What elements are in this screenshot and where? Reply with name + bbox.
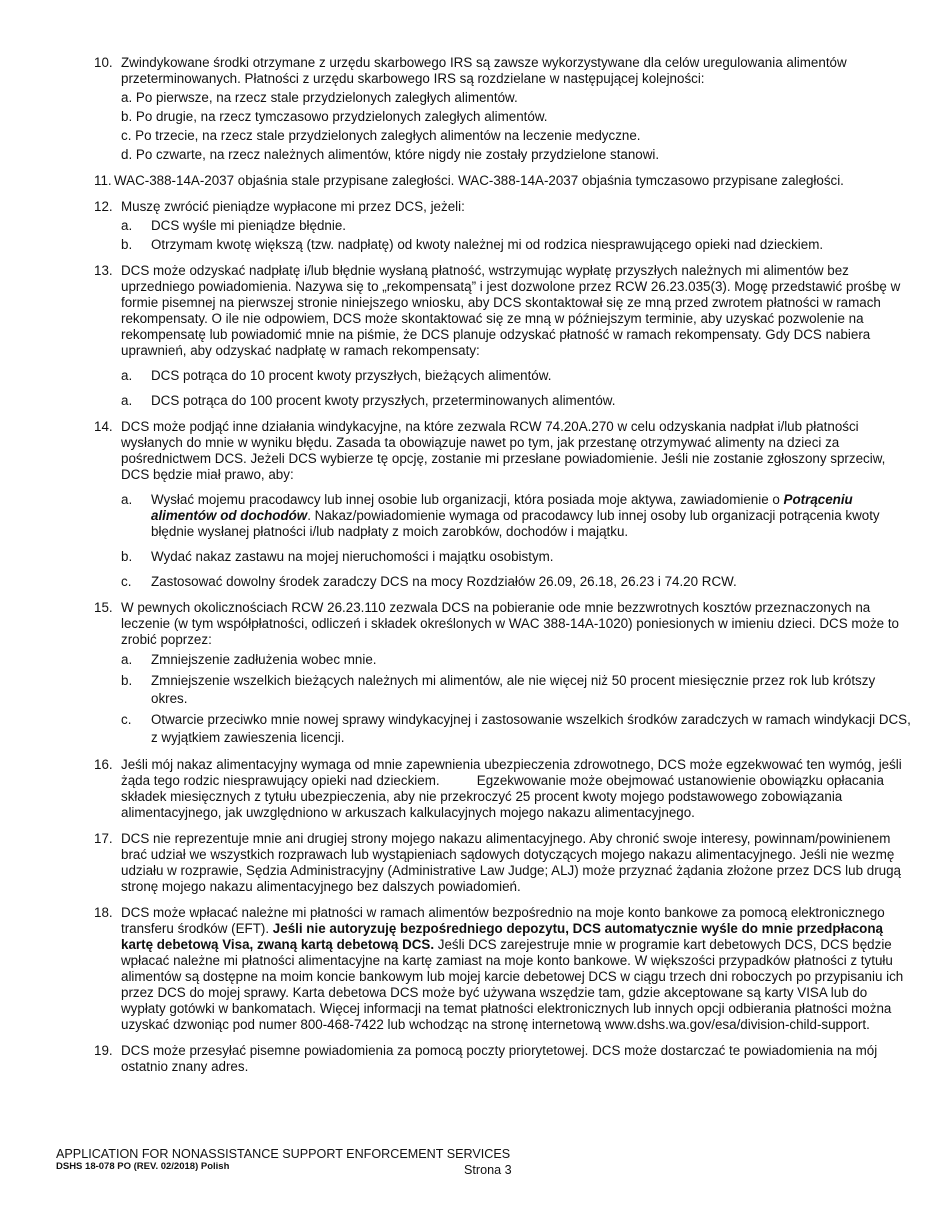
item-number: 18. [94, 905, 113, 920]
item-text: DCS może odzyskać nadpłatę i/lub błędnie wysłaną płatność, wstrzymując wypłatę przyszłych należnych mi alimentów bez uprzedniego powiadomienia. Nazywa się to „rekompensatą” i jest dozwolone przez RCW 26.23.035(3). Mogę przedstawić prośbę w formie pisemnej na pierwszej stronie niniejszego wniosku, aby DCS skontaktował się ze mną przed zwrotem płatności w ramach rekompensaty. O ile nie odpowiem, DCS może skontaktować się ze mną w późniejszym terminie, aby uzyskać pozwolenie na rekompensatę lub powiadomić mnie na piśmie, że DCS planuje odzyskać płatność w ramach rekompensaty. Gdy DCS nabiera uprawnień, aby odzyskać nadpłatę w ramach rekompensaty: [121, 263, 901, 358]
item-number: 19. [94, 1043, 113, 1058]
item-text: Muszę zwrócić pieniądze wypłacone mi przez DCS, jeżeli: [121, 199, 465, 214]
item-number: 10. [94, 55, 113, 70]
sub-item: a. Zmniejszenie zadłużenia wobec mnie. [121, 652, 377, 667]
sub-item: c. Otwarcie przeciwko mnie nowej sprawy windykacyjnej i zastosowanie wszelkich środków zaradczych w ramach windykacji DCS, z wyjątkiem zawieszenia licencji. [121, 712, 911, 745]
list-item-19 [94, 1043, 914, 1075]
item-text: Zwindykowane środki otrzymane z urzędu skarbowego IRS są zawsze wykorzystywane dla celów uregulowania alimentów przeterminowanych. Płatności z urzędu skarbowego IRS są rozdzielane w następującej kolejności: [121, 55, 847, 86]
item-text: DCS może podjąć inne działania windykacyjne, na które zezwala RCW 74.20A.270 w celu odzyskania nadpłat i/lub płatności wysłanych do mnie w wyniku błędu. Zasada ta obowiązuje nawet po tym, jak przestanę otrzymywać alimenty na dzieci za pośrednictwem DCS. Jeżeli DCS wybierze tę opcję, zostanie mi przesłane powiadomienie. Jeśli nie zostanie zgłoszony sprzeciw, DCS będzie miał prawo, aby: [121, 419, 886, 482]
item-text: W pewnych okolicznościach RCW 26.23.110 zezwala DCS na pobieranie ode mnie bezzwrotnych kosztów przeznaczonych na leczenie (w tym współpłatności, odliczeń i składek określonych w WAC 388-14A-1020) poniesionych w imieniu dzieci. DCS może to zrobić poprzez: [121, 600, 899, 647]
sub-item: a. DCS potrąca do 10 procent kwoty przyszłych, bieżących alimentów. [121, 368, 552, 383]
item-text: DCS może wpłacać należne mi płatności w ramach alimentów bezpośrednio na moje konto bankowe za pomocą elektronicznego transferu środków (EFT). Jeśli nie autoryzuję bezpośredniego depozytu, DCS automatycznie wyśle do mnie przedpłaconą kartę debetową Visa, zwaną kartą debetową DCS. Jeśli DCS zarejestruje mnie w programie kart debetowych DCS, DCS będzie wpłacać należne mi płatności alimentacyjne na kartę zamiast na moje konto bankowe. W większości przypadków płatności z tytułu alimentów są dostępne na moim koncie bankowym lub mojej karcie debetowej DCS w ciągu trzech dni roboczych po przypisaniu ich przez DCS do mojej sprawy. Karta debetowa DCS może być używana wszędzie tam, gdzie akceptowane są karty VISA lub do wypłaty gotówki w bankomatach. Więcej informacji na temat płatności elektronicznych lub innych opcji odbierania płatności można uzyskać dzwoniąc pod numer 800-468-7422 lub wchodząc na stronę internetową www.dshs.wa.gov/esa/division-child-support. [121, 905, 904, 1032]
page-footer [56, 1147, 576, 1177]
item-number: 16. [94, 757, 113, 772]
item-number: 17. [94, 831, 113, 846]
form-id: DSHS 18-078 PO (REV. 02/2018) Polish [56, 1161, 230, 1172]
sub-item: a. DCS wyśle mi pieniądze błędnie. [121, 218, 347, 233]
list-item-12 [94, 199, 914, 253]
item-number: 14. [94, 419, 113, 434]
sub-item: b. Wydać nakaz zastawu na mojej nieruchomości i majątku osobistym. [121, 549, 554, 564]
list-item-14 [94, 419, 914, 590]
emphasis-text: Potrąceniu alimentów od dochodów [151, 492, 853, 523]
sub-item: b. Po drugie, na rzecz tymczasowo przydzielonych zaległych alimentów. [121, 109, 548, 124]
item-text: Jeśli mój nakaz alimentacyjny wymaga od mnie zapewnienia ubezpieczenia zdrowotnego, DCS może egzekwować ten wymóg, jeśli żąda tego rodzic niesprawujący opieki nad dzieckiem. Egzekwowanie może obejmować ustanowienie obowiązku opłacania składek miesięcznych z tytułu ubezpieczenia, aby nie przekroczyć 25 procent kwoty mojego podstawowego zobowiązania alimentacyjnego, jak uwzględniono w arkuszach kalkulacyjnych mojego nakazu alimentacyjnego. [121, 757, 906, 820]
item-number: 12. [94, 199, 113, 214]
item-number: 11. [94, 173, 112, 188]
sub-item: b. Zmniejszenie wszelkich bieżących należnych mi alimentów, ale nie więcej niż 50 procent miesięcznie przez rok lub krótszy okres. [121, 673, 876, 706]
sub-item: d. Po czwarte, na rzecz należnych alimentów, które nigdy nie zostały przydzielone stanowi. [121, 147, 660, 162]
sub-item: a. Po pierwsze, na rzecz stale przydzielonych zaległych alimentów. [121, 90, 518, 105]
item-number: 13. [94, 263, 113, 278]
item-text: DCS nie reprezentuje mnie ani drugiej strony mojego nakazu alimentacyjnego. Aby chronić swoje interesy, powinnam/powinienem brać udział we wszystkich rozprawach lub wystąpieniach sądowych dotyczących mojego nakazu alimentacyjnego. Jeśli nie wezmę udziału w rozprawie, Sędzia Administracyjny (Administrative Law Judge; ALJ) może przyznać żądania złożone przez DCS lub drugą stronę mojego nakazu alimentacyjnego bez dalszych powiadomień. [121, 831, 901, 894]
item-text: DCS może przesyłać pisemne powiadomienia za pomocą poczty priorytetowej. DCS może dostarczać te powiadomienia na mój ostatnio znany adres. [121, 1043, 878, 1074]
list-item-10 [94, 55, 914, 163]
bold-text: Jeśli nie autoryzuję bezpośredniego depozytu, DCS automatycznie wyśle do mnie przedpłaconą kartę debetową Visa, zwaną kartą debetową DCS. [121, 921, 883, 952]
sub-item: a. Wysłać mojemu pracodawcy lub innej osobie lub organizacji, która posiada moje aktywa, zawiadomienie o Potrąceniu alimentów od dochodów. Nakaz/powiadomienie wymaga od pracodawcy lub innej osoby lub organizacji potrącenia kwoty błędnie wysłanej płatności i/lub nadpłaty z moich zarobków, dochodów i majątku. [121, 492, 880, 539]
page-number: Strona 3 [464, 1163, 512, 1177]
list-item-18 [94, 905, 914, 1033]
item-number: 15. [94, 600, 113, 615]
sub-item: b. Otrzymam kwotę większą (tzw. nadpłatę) od kwoty należnej mi od rodzica niesprawującego opieki nad dzieckiem. [121, 237, 824, 252]
sub-item: a. DCS potrąca do 100 procent kwoty przyszłych, przeterminowanych alimentów. [121, 393, 616, 408]
item-text: WAC-388-14A-2037 objaśnia stale przypisane zaległości. WAC-388-14A-2037 objaśnia tymczasowo przypisane zaległości. [114, 173, 844, 188]
list-item-16 [94, 757, 914, 821]
form-title: APPLICATION FOR NONASSISTANCE SUPPORT ENFORCEMENT SERVICES [56, 1147, 511, 1161]
sub-item: c. Zastosować dowolny środek zaradczy DCS na mocy Rozdziałów 26.09, 26.18, 26.23 i 74.20 RCW. [121, 574, 737, 589]
list-item-13 [94, 263, 914, 409]
list-item-17 [94, 831, 914, 895]
list-item-15 [94, 600, 914, 747]
numbered-list [94, 55, 914, 1085]
sub-item: c. Po trzecie, na rzecz stale przydzielonych zaległych alimentów na leczenie medyczne. [121, 128, 641, 143]
list-item-11 [94, 173, 914, 189]
